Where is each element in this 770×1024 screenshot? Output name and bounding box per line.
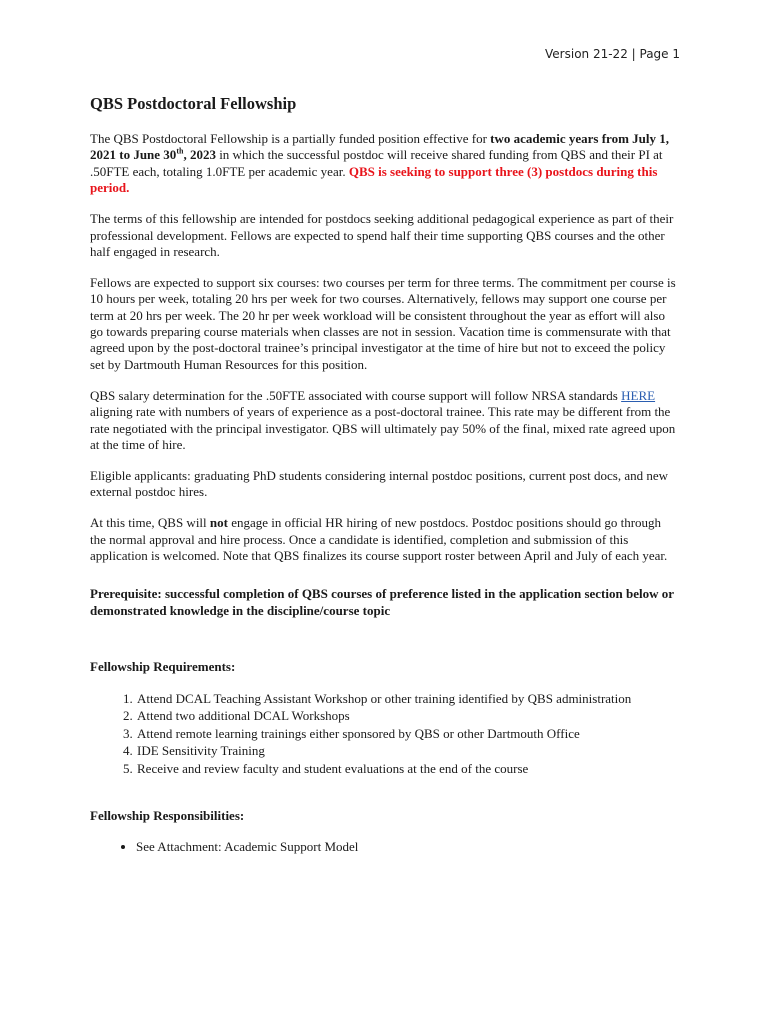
- requirement-item: 5. Receive and review faculty and student evaluations at the end of the course: [136, 760, 680, 778]
- responsibilities-heading: Fellowship Responsibilities:: [90, 807, 245, 823]
- hr-paragraph: At this time, QBS will not engage in official HR hiring of new postdocs. Postdoc positions should go through the normal approval and hire process. Once a candidate is identified, completion and submission of this application is welcomed. Note that QBS finalizes its course support roster between April and July of each year.: [90, 515, 668, 564]
- intro-dates-superscript: th: [176, 147, 184, 157]
- eligibility-paragraph: Eligible applicants: graduating PhD students considering internal postdoc positions, current post docs, and new external postdoc hires.: [90, 467, 669, 500]
- requirement-item: 2. Attend two additional DCAL Workshops: [136, 707, 680, 725]
- page-header-version: Version 21-22 | Page 1: [545, 47, 680, 61]
- document-body: [90, 94, 680, 856]
- responsibilities-list: [90, 838, 680, 856]
- requirement-item: 4. IDE Sensitivity Training: [136, 742, 680, 760]
- requirements-heading: Fellowship Requirements:: [90, 659, 236, 675]
- intro-dates: two academic years from July 1, 2021 to June 30th, 2023: [90, 131, 670, 163]
- courses-paragraph: Fellows are expected to support six courses: two courses per term for three terms. The commitment per course is 10 hours per week, totaling 20 hrs per week for two courses. Alternatively, fellows may support one course per term at 20 hrs per week. The 20 hr per week workload will be consistent throughout the year as effort will also go towards preparing course materials when classes are not in session. Vacation time is commensurate with that agreed upon by the post-doctoral trainee’s principal investigator at the time of hire but not to exceed the policy set by Dartmouth Human Resources for this position.: [90, 274, 676, 372]
- salary-paragraph: QBS salary determination for the .50FTE associated with course support will follow NRSA standards HERE aligning rate with numbers of years of experience as a post-doctoral trainee. This rate may be different from the rate negotiated with the principal investigator. QBS will ultimately pay 50% of the final, mixed rate agreed upon at the time of hire.: [90, 387, 676, 452]
- hr-not-emphasis: not: [209, 515, 228, 531]
- prerequisite-statement: Prerequisite: successful completion of QBS courses of preference listed in the application section below or demonstrated knowledge in the discipline/course topic: [90, 586, 674, 618]
- requirement-item: 3. Attend remote learning trainings either sponsored by QBS or other Dartmouth Office: [136, 725, 680, 743]
- requirements-list: [90, 690, 680, 778]
- responsibility-item: • See Attachment: Academic Support Model: [136, 838, 680, 856]
- terms-paragraph: The terms of this fellowship are intended for postdocs seeking additional pedagogical experience as part of their professional development. Fellows are expected to spend half their time supporting QBS courses and the other half engaged in research.: [90, 211, 674, 259]
- requirement-item: 1. Attend DCAL Teaching Assistant Workshop or other training identified by QBS administration: [136, 690, 680, 708]
- intro-text-2: in which the successful postdoc will receive shared funding from QBS and their PI at .50FTE each, totaling 1.0FTE per academic year.: [90, 147, 663, 179]
- intro-paragraph: [90, 131, 680, 197]
- intro-text-1: The QBS Postdoctoral Fellowship is a partially funded position effective for: [90, 131, 491, 146]
- document-title: QBS Postdoctoral Fellowship: [90, 94, 297, 113]
- nrsa-standards-link[interactable]: HERE: [621, 387, 656, 403]
- intro-highlight: QBS is seeking to support three (3) postdocs during this period.: [90, 163, 658, 196]
